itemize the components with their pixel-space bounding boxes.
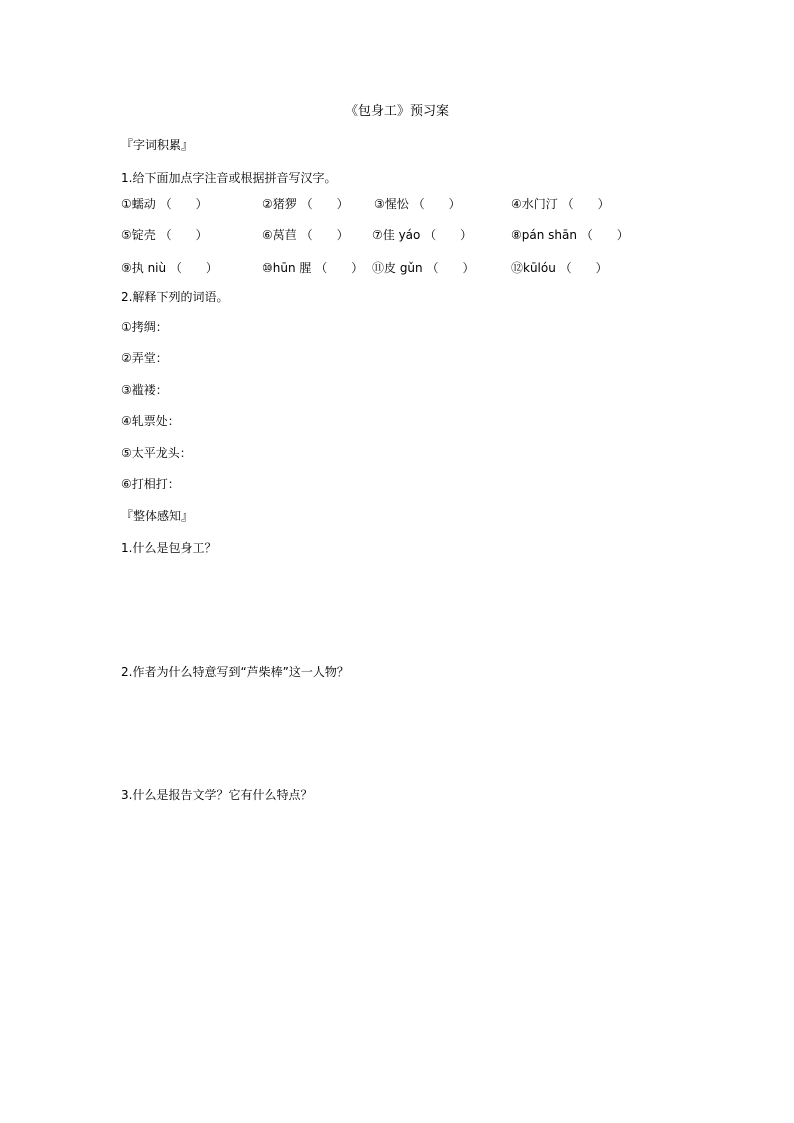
question-2-text: 2.解释下列的词语。: [121, 290, 229, 304]
vocab-item-10: ⑩hūn 腥 （ ）: [262, 261, 364, 275]
vocab-item-2: ②猪猡 （ ）: [262, 197, 349, 211]
term-5: ⑤太平龙头：: [121, 446, 192, 460]
vocab-item-1: ①蠕动 （ ）: [121, 197, 208, 211]
term-2: ②弄堂：: [121, 351, 168, 365]
vocab-item-4: ④水门汀 （ ）: [511, 197, 610, 211]
overall-question-1: 1.什么是包身工？: [121, 541, 217, 555]
overall-question-3: 3.什么是报告文学？它有什么特点？: [121, 788, 313, 802]
vocab-item-11: ⑪皮 gǔn （ ）: [372, 261, 475, 275]
term-6: ⑥打相打：: [121, 477, 180, 491]
page-title: 《包身工》预习案: [344, 104, 449, 119]
vocab-item-3: ③惺忪 （ ）: [374, 197, 461, 211]
term-4: ④轧票处：: [121, 414, 180, 428]
vocab-item-7: ⑦佳 yáo （ ）: [372, 228, 473, 242]
vocab-item-6: ⑥莴苣 （ ）: [262, 228, 349, 242]
vocab-item-12: ⑫kūlóu （ ）: [511, 261, 608, 275]
term-1: ①拷绸：: [121, 320, 168, 334]
vocab-item-9: ⑨执 niù （ ）: [121, 261, 218, 275]
overall-question-2: 2.作者为什么特意写到“芦柴棒”这一人物？: [121, 665, 349, 679]
term-3: ③褴褛：: [121, 383, 168, 397]
section-heading-overall: 『整体感知』: [121, 509, 194, 523]
vocab-item-5: ⑤锭壳 （ ）: [121, 228, 208, 242]
section-heading-vocabulary: 『字词积累』: [121, 138, 194, 152]
vocab-item-8: ⑧pán shān （ ）: [511, 228, 629, 242]
question-1-text: 1.给下面加点字注音或根据拼音写汉字。: [121, 171, 337, 185]
